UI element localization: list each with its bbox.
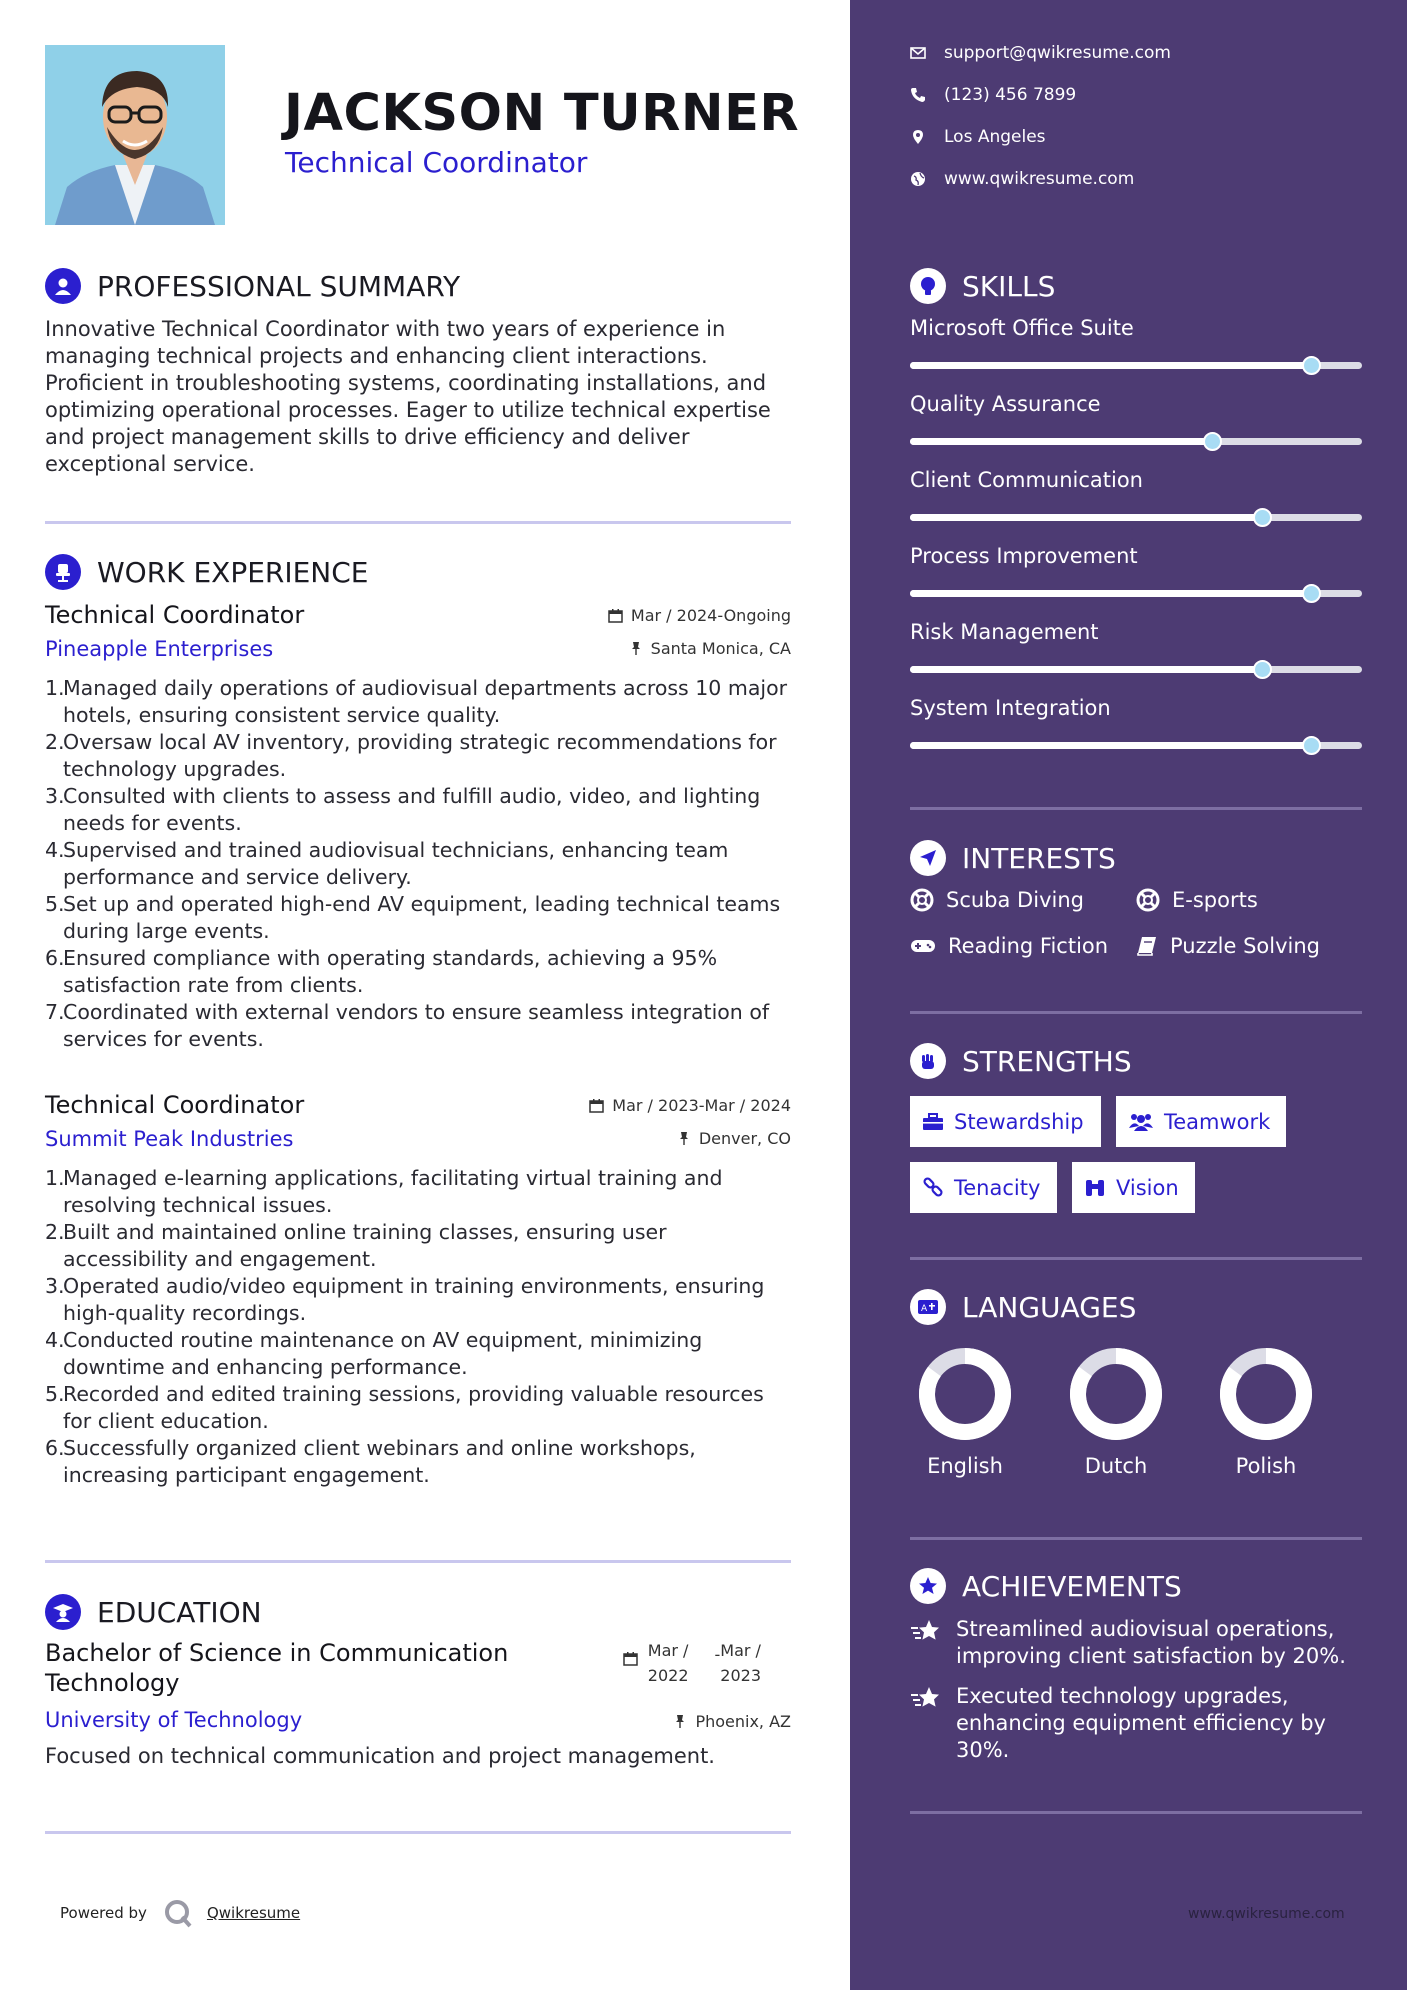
contact-phone [910,85,1076,105]
list-item: 1. Managed e-learning applications, facilitating virtual training and resolving technical issues. [45,1166,723,1217]
list-item: 5. Recorded and edited training sessions, providing valuable resources for client education. [45,1382,764,1433]
achievement-item [910,1616,1362,1670]
education-title: EDUCATION [97,1595,262,1629]
summary-title: PROFESSIONAL SUMMARY [97,269,461,303]
skills-title: SKILLS [962,269,1056,303]
powered-by-label: Powered by [60,1904,147,1922]
skill-bar [910,438,1362,445]
profile-photo [45,45,225,225]
skill-name: Microsoft Office Suite [910,316,1134,340]
star-badge-icon [910,1568,946,1604]
contact-location-text: Los Angeles [944,127,1046,147]
strength-label: Tenacity [954,1175,1041,1200]
list-item: 5. Set up and operated high-end AV equipment, leading technical teams during large events. [45,892,781,943]
list-item: 2. Built and maintained online training classes, ensuring user accessibility and engagement. [45,1220,667,1271]
job-duties [45,1165,791,1489]
strength-badge [1072,1162,1195,1213]
sidebar-divider [910,1011,1362,1014]
contact-location [910,127,1046,147]
strength-badge [910,1162,1057,1213]
skill-bar [910,742,1362,749]
skill-bar [910,362,1362,369]
strength-badge [1116,1096,1286,1147]
link-icon [922,1177,944,1199]
skill-bar-fill [910,514,1263,521]
language-icon [910,1289,946,1325]
education-end-year: 2023 [720,1666,761,1685]
candidate-name: JACKSON TURNER [284,84,800,143]
language-level-ring [917,1346,1013,1442]
job-role: Technical Coordinator [45,1091,305,1119]
experience-title: WORK EXPERIENCE [97,555,369,589]
language-name: Polish [1235,1454,1297,1478]
interests-heading [910,840,1116,876]
education-description: Focused on technical communication and project management. [45,1744,715,1768]
job-date-text: Mar / 2023-Mar / 2024 [612,1096,791,1115]
map-marker-icon [910,129,926,145]
lifebuoy-icon [910,888,934,912]
interest-item [910,888,1084,912]
strengths-title: STRENGTHS [962,1044,1132,1078]
envelope-icon [910,45,926,61]
skill-bar [910,514,1362,521]
contact-email [910,43,1171,63]
skill-bar-knob [1253,508,1272,527]
summary-text: Innovative Technical Coordinator with two years of experience in managing technical projects and enhancing client interactions. Proficient in troubleshooting systems, coordinating installations, and optimizing operational processes. Eager to utilize technical expertise and project management skills to drive efficiency and deliver exceptional service. [45,317,771,476]
svg-text:A: A [921,1304,928,1314]
list-item: 3. Operated audio/video equipment in training environments, ensuring high-quality recordings. [45,1274,765,1325]
job-location [629,639,791,658]
skill-bar-knob [1302,356,1321,375]
interest-label: Scuba Diving [946,888,1084,912]
strength-badge [910,1096,1101,1147]
contact-email-text: support@qwikresume.com [944,43,1171,63]
interest-item [910,934,1108,958]
skill-bar [910,590,1362,597]
skill-item [910,544,1362,568]
skill-bar-knob [1302,736,1321,755]
qwikresume-logo-icon [163,1898,193,1928]
office-chair-icon [45,554,81,590]
education-location-text: Phoenix, AZ [695,1712,791,1731]
skill-bar-fill [910,590,1312,597]
achievements-title: ACHIEVEMENTS [962,1569,1182,1603]
job-duties [45,675,791,1053]
contact-website-text: www.qwikresume.com [944,169,1135,189]
list-item: 4. Supervised and trained audiovisual technicians, enhancing team performance and service delivery. [45,838,729,889]
language-name: English [927,1454,1003,1478]
section-divider [45,521,791,524]
list-item: 3. Consulted with clients to assess and fulfill audio, video, and lighting needs for events. [45,784,761,835]
skill-bar-fill [910,742,1312,749]
skill-item [910,392,1362,416]
strengths-heading [910,1043,1132,1079]
achievement-text: Streamlined audiovisual operations, improving client satisfaction by 20%. [956,1617,1346,1668]
pin-icon [629,641,643,656]
education-location [673,1712,791,1731]
interest-label: Puzzle Solving [1170,934,1320,958]
language-level-ring [1068,1346,1164,1442]
user-icon [45,268,81,304]
sidebar-divider [910,807,1362,810]
skill-bar-knob [1253,660,1272,679]
language-item [1061,1346,1171,1478]
lightbulb-icon [910,268,946,304]
skill-bar-fill [910,362,1312,369]
book-icon [1136,935,1158,957]
education-date-separator: - [714,1645,721,1664]
job-location-text: Santa Monica, CA [650,639,791,658]
achievement-item [910,1683,1362,1764]
languages-title: LANGUAGES [962,1290,1137,1324]
language-name: Dutch [1084,1454,1148,1478]
powered-by [60,1898,300,1928]
binoculars-icon [1084,1178,1106,1198]
fist-icon [910,1043,946,1079]
job-location-text: Denver, CO [698,1129,791,1148]
sidebar-divider [910,1257,1362,1260]
skill-name: Risk Management [910,620,1099,644]
list-item: 2. Oversaw local AV inventory, providing strategic recommendations for technology upgrades. [45,730,777,781]
skill-bar-fill [910,666,1263,673]
contact-website [910,169,1134,189]
languages-heading [910,1289,1136,1325]
users-icon [1128,1112,1154,1132]
education-start-month: Mar / [647,1641,689,1660]
calendar-icon [589,1098,604,1113]
job-date [589,1096,791,1115]
calendar-icon [608,608,623,623]
skill-bar-fill [910,438,1213,445]
interest-label: E-sports [1172,888,1258,912]
candidate-title: Technical Coordinator [285,146,588,179]
skill-bar-knob [1203,432,1222,451]
paper-plane-icon [910,840,946,876]
footer-site: www.qwikresume.com [1188,1906,1345,1922]
job-entry [45,601,791,1053]
section-divider [45,1560,791,1563]
sidebar-divider [910,1537,1362,1540]
experience-heading [45,552,368,592]
skill-bar-knob [1302,584,1321,603]
skill-item [910,468,1362,492]
education-school: University of Technology [45,1708,303,1732]
strength-label: Teamwork [1164,1109,1271,1134]
job-date [608,606,791,625]
strength-label: Stewardship [954,1109,1084,1134]
language-level-ring [1218,1346,1314,1442]
job-location [677,1129,791,1148]
lifebuoy-icon [1136,888,1160,912]
education-degree: Bachelor of Science in Communication Technology [45,1639,509,1697]
skill-item [910,696,1362,720]
gamepad-icon [910,936,936,956]
calendar-icon [623,1651,638,1666]
sidebar-divider [910,1811,1362,1814]
list-item: 6. Successfully organized client webinars and online workshops, increasing participant engagement. [45,1436,696,1487]
achievement-text: Executed technology upgrades, enhancing equipment efficiency by 30%. [956,1684,1326,1762]
strength-label: Vision [1116,1175,1179,1200]
skill-item [910,316,1362,340]
pin-icon [673,1714,687,1729]
education-date [623,1638,761,1688]
phone-icon [910,87,926,103]
job-date-text: Mar / 2024-Ongoing [630,606,791,625]
education-heading [45,1592,262,1632]
education-start-year: 2022 [647,1666,689,1685]
job-company: Summit Peak Industries [45,1127,294,1151]
skills-heading [910,268,1055,304]
list-item: 6. Ensured compliance with operating standards, achieving a 95% satisfaction rate from clients. [45,946,718,997]
interest-item [1136,888,1258,912]
list-item: 7. Coordinated with external vendors to ensure seamless integration of services for events. [45,1000,770,1051]
skill-name: Process Improvement [910,544,1138,568]
language-item [1211,1346,1321,1478]
education-entry [45,1638,791,1768]
briefcase-icon [922,1112,944,1132]
skill-name: System Integration [910,696,1111,720]
interests-title: INTERESTS [962,841,1116,875]
skill-item [910,620,1362,644]
star-award-icon [910,1685,942,1711]
interest-label: Reading Fiction [948,934,1109,958]
qwikresume-link[interactable]: Qwikresume [206,1904,301,1922]
job-entry [45,1091,791,1489]
skill-name: Client Communication [910,468,1143,492]
section-divider [45,1831,791,1834]
list-item: 1. Managed daily operations of audiovisual departments across 10 major hotels, ensuring consistent service quality. [45,676,788,727]
graduate-icon [45,1594,81,1630]
job-role: Technical Coordinator [45,601,305,629]
sidebar [850,0,1407,1990]
language-item [910,1346,1020,1478]
summary-heading [45,266,460,306]
list-item: 4. Conducted routine maintenance on AV equipment, minimizing downtime and enhancing performance. [45,1328,703,1379]
skill-name: Quality Assurance [910,392,1101,416]
job-company: Pineapple Enterprises [45,637,274,661]
skill-bar [910,666,1362,673]
globe-icon [910,171,926,187]
pin-icon [677,1131,691,1146]
education-end-month: Mar / [720,1641,761,1660]
star-award-icon [910,1618,942,1644]
contact-phone-text: (123) 456 7899 [944,85,1077,105]
interest-item [1136,934,1320,958]
achievements-heading [910,1568,1182,1604]
